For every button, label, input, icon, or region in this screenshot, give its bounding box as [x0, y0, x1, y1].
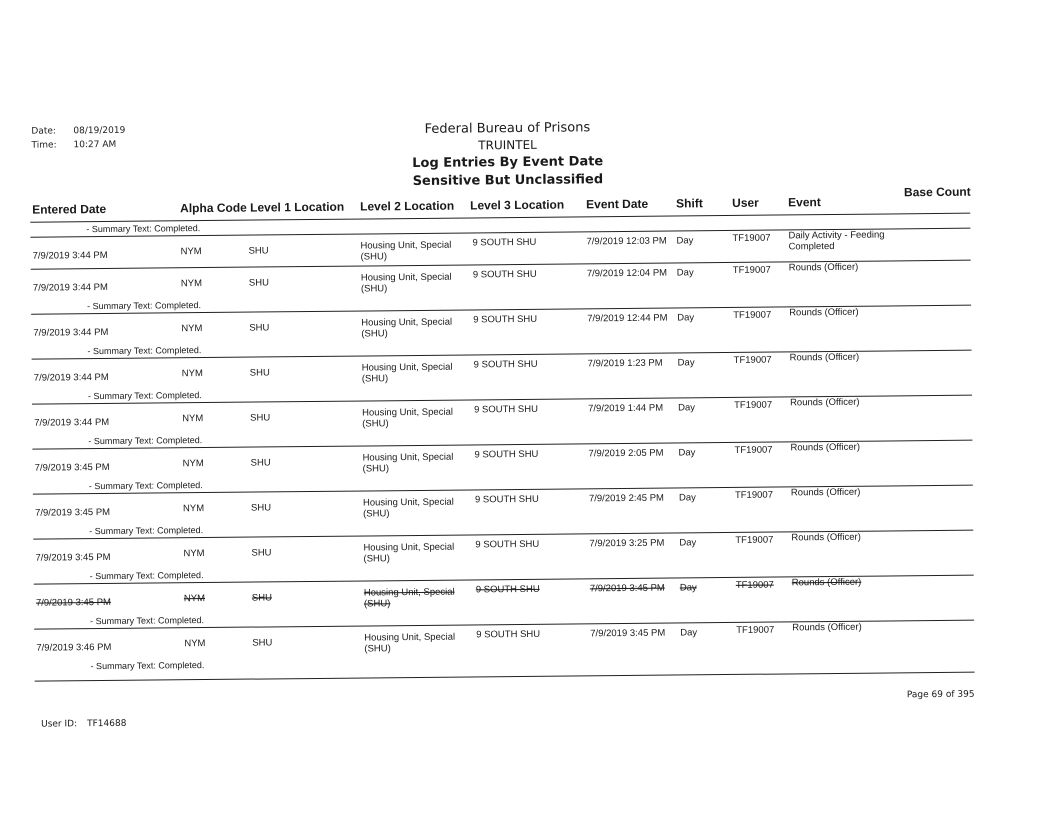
- report-time: Time: 10:27 AM: [31, 139, 117, 151]
- event-date-cell: 7/9/2019 12:03 PM: [586, 235, 667, 248]
- level2-cell: Housing Unit, Special (SHU): [361, 361, 453, 385]
- user-cell: TF19007: [735, 579, 774, 591]
- level1-cell: SHU: [250, 502, 272, 514]
- entered-date-cell: 7/9/2019 3:44 PM: [32, 249, 108, 262]
- level3-cell: 9 SOUTH SHU: [475, 538, 540, 551]
- event-date-cell: 7/9/2019 2:45 PM: [588, 492, 665, 505]
- event-cell: Rounds (Officer): [790, 441, 861, 454]
- shift-cell: Day: [678, 492, 696, 504]
- summary-text: - Summary Text: Completed.: [87, 300, 201, 312]
- level3-cell: 9 SOUTH SHU: [472, 268, 537, 281]
- alpha-code-cell: NYM: [183, 593, 206, 605]
- level1-cell: SHU: [249, 367, 270, 379]
- col-entered-date: Entered Date: [32, 201, 107, 217]
- col-shift: Shift: [676, 196, 703, 211]
- shift-cell: Day: [676, 267, 694, 279]
- log-entries: [30, 215, 974, 674]
- user-cell: TF19007: [733, 309, 772, 321]
- summary-text: - Summary Text: Completed.: [90, 660, 205, 672]
- event-cell: Daily Activity - Feeding Completed: [788, 229, 885, 253]
- event-date-cell: 7/9/2019 3:45 PM: [589, 582, 665, 595]
- event-date-cell: 7/9/2019 12:04 PM: [586, 267, 668, 280]
- shift-cell: Day: [677, 357, 695, 369]
- level3-cell: 9 SOUTH SHU: [472, 236, 537, 249]
- level3-cell: 9 SOUTH SHU: [473, 313, 538, 326]
- level1-cell: SHU: [252, 637, 273, 649]
- shift-cell: Day: [678, 402, 696, 414]
- level3-cell: 9 SOUTH SHU: [473, 358, 538, 371]
- level1-cell: SHU: [250, 457, 271, 469]
- system-name: TRUINTEL: [478, 137, 537, 153]
- event-cell: Rounds (Officer): [789, 351, 860, 364]
- entered-date-cell: 7/9/2019 3:44 PM: [32, 281, 108, 294]
- report-title: [357, 119, 658, 191]
- event-date-cell: 7/9/2019 1:23 PM: [587, 357, 663, 370]
- user-cell: TF19007: [734, 489, 774, 501]
- user-cell: TF19007: [734, 399, 773, 411]
- shift-cell: Day: [679, 537, 697, 549]
- summary-text: - Summary Text: Completed.: [86, 223, 201, 235]
- level3-cell: 9 SOUTH SHU: [474, 448, 539, 461]
- level2-cell: Housing Unit, Special (SHU): [362, 451, 454, 475]
- level3-cell: 9 SOUTH SHU: [474, 403, 539, 416]
- alpha-code-cell: NYM: [184, 638, 206, 650]
- event-cell: Rounds (Officer): [789, 396, 860, 409]
- col-event-date: Event Date: [586, 196, 649, 212]
- page-number: Page 69 of 395: [906, 689, 975, 701]
- event-date-cell: 7/9/2019 12:44 PM: [587, 312, 668, 325]
- entered-date-cell: 7/9/2019 3:45 PM: [34, 461, 110, 474]
- summary-text: - Summary Text: Completed.: [89, 570, 204, 582]
- agency-name: Federal Bureau of Prisons: [424, 120, 591, 137]
- entered-date-cell: 7/9/2019 3:44 PM: [33, 326, 109, 339]
- level2-cell: Housing Unit, Special (SHU): [362, 406, 453, 430]
- event-cell: Rounds (Officer): [791, 531, 861, 544]
- level2-cell: Housing Unit, Special (SHU): [363, 586, 455, 610]
- shift-cell: Day: [676, 235, 694, 247]
- level1-cell: SHU: [248, 277, 269, 289]
- col-level2-location: Level 2 Location: [360, 198, 455, 214]
- report-date: Date: 08/19/2019: [31, 125, 126, 137]
- event-cell: Rounds (Officer): [790, 486, 861, 499]
- level2-cell: Housing Unit, Special (SHU): [360, 271, 452, 295]
- summary-text: - Summary Text: Completed.: [90, 615, 205, 627]
- report-name: Log Entries By Event Date: [412, 154, 604, 172]
- shift-cell: Day: [679, 582, 697, 594]
- event-date-cell: 7/9/2019 3:45 PM: [590, 627, 666, 640]
- shift-cell: Day: [680, 627, 698, 639]
- alpha-code-cell: NYM: [182, 458, 204, 470]
- summary-text: - Summary Text: Completed.: [89, 525, 204, 537]
- alpha-code-cell: NYM: [180, 246, 202, 258]
- level1-cell: SHU: [251, 592, 273, 604]
- entered-date-cell: 7/9/2019 3:45 PM: [35, 506, 111, 519]
- summary-text: - Summary Text: Completed.: [87, 390, 202, 402]
- summary-text: - Summary Text: Completed.: [88, 435, 203, 447]
- level1-cell: SHU: [248, 245, 269, 257]
- user-cell: TF19007: [736, 624, 775, 636]
- user-cell: TF19007: [735, 534, 774, 546]
- alpha-code-cell: NYM: [180, 278, 203, 290]
- entered-date-cell: 7/9/2019 3:44 PM: [33, 371, 109, 384]
- footer-rule: [35, 672, 975, 682]
- level3-cell: 9 SOUTH SHU: [475, 583, 540, 596]
- level2-cell: Housing Unit, Special (SHU): [360, 239, 452, 263]
- level2-cell: Housing Unit, Special (SHU): [364, 631, 456, 655]
- shift-cell: Day: [678, 447, 696, 459]
- user-id: User ID: TF14688: [41, 718, 127, 730]
- summary-text: - Summary Text: Completed.: [88, 480, 203, 492]
- entered-date-cell: 7/9/2019 3:44 PM: [34, 416, 110, 429]
- col-event: Event: [788, 195, 821, 210]
- user-cell: TF19007: [733, 354, 772, 366]
- level3-cell: 9 SOUTH SHU: [476, 628, 541, 641]
- alpha-code-cell: NYM: [181, 323, 203, 335]
- user-cell: TF19007: [732, 264, 771, 276]
- event-date-cell: 7/9/2019 3:25 PM: [589, 537, 665, 550]
- summary-text: - Summary Text: Completed.: [87, 345, 202, 357]
- col-base-count: Base Count: [903, 184, 971, 200]
- entered-date-cell: 7/9/2019 3:45 PM: [35, 551, 111, 564]
- alpha-code-cell: NYM: [181, 368, 203, 380]
- alpha-code-cell: NYM: [182, 413, 204, 425]
- entered-date-cell: 7/9/2019 3:46 PM: [36, 641, 112, 654]
- col-user: User: [732, 195, 759, 210]
- level2-cell: Housing Unit, Special (SHU): [363, 541, 455, 565]
- level2-cell: Housing Unit, Special (SHU): [361, 316, 453, 340]
- event-cell: Rounds (Officer): [788, 261, 859, 274]
- level1-cell: SHU: [250, 412, 271, 424]
- user-cell: TF19007: [734, 444, 773, 456]
- col-level3-location: Level 3 Location: [470, 197, 565, 213]
- event-cell: Rounds (Officer): [789, 306, 859, 319]
- event-date-cell: 7/9/2019 2:05 PM: [588, 447, 664, 460]
- level1-cell: SHU: [249, 322, 270, 334]
- user-cell: TF19007: [732, 232, 771, 244]
- col-level1-location: Level 1 Location: [250, 199, 345, 215]
- classification: Sensitive But Unclassified: [412, 172, 604, 190]
- alpha-code-cell: NYM: [183, 548, 205, 560]
- level3-cell: 9 SOUTH SHU: [474, 493, 539, 506]
- event-date-cell: 7/9/2019 1:44 PM: [588, 402, 664, 415]
- event-cell: Rounds (Officer): [791, 576, 862, 589]
- shift-cell: Day: [677, 312, 695, 324]
- alpha-code-cell: NYM: [182, 503, 205, 515]
- level1-cell: SHU: [251, 547, 272, 559]
- event-cell: Rounds (Officer): [792, 621, 862, 634]
- col-alpha-code: Alpha Code: [180, 200, 247, 216]
- level2-cell: Housing Unit, Special (SHU): [362, 496, 454, 520]
- entered-date-cell: 7/9/2019 3:45 PM: [35, 596, 111, 609]
